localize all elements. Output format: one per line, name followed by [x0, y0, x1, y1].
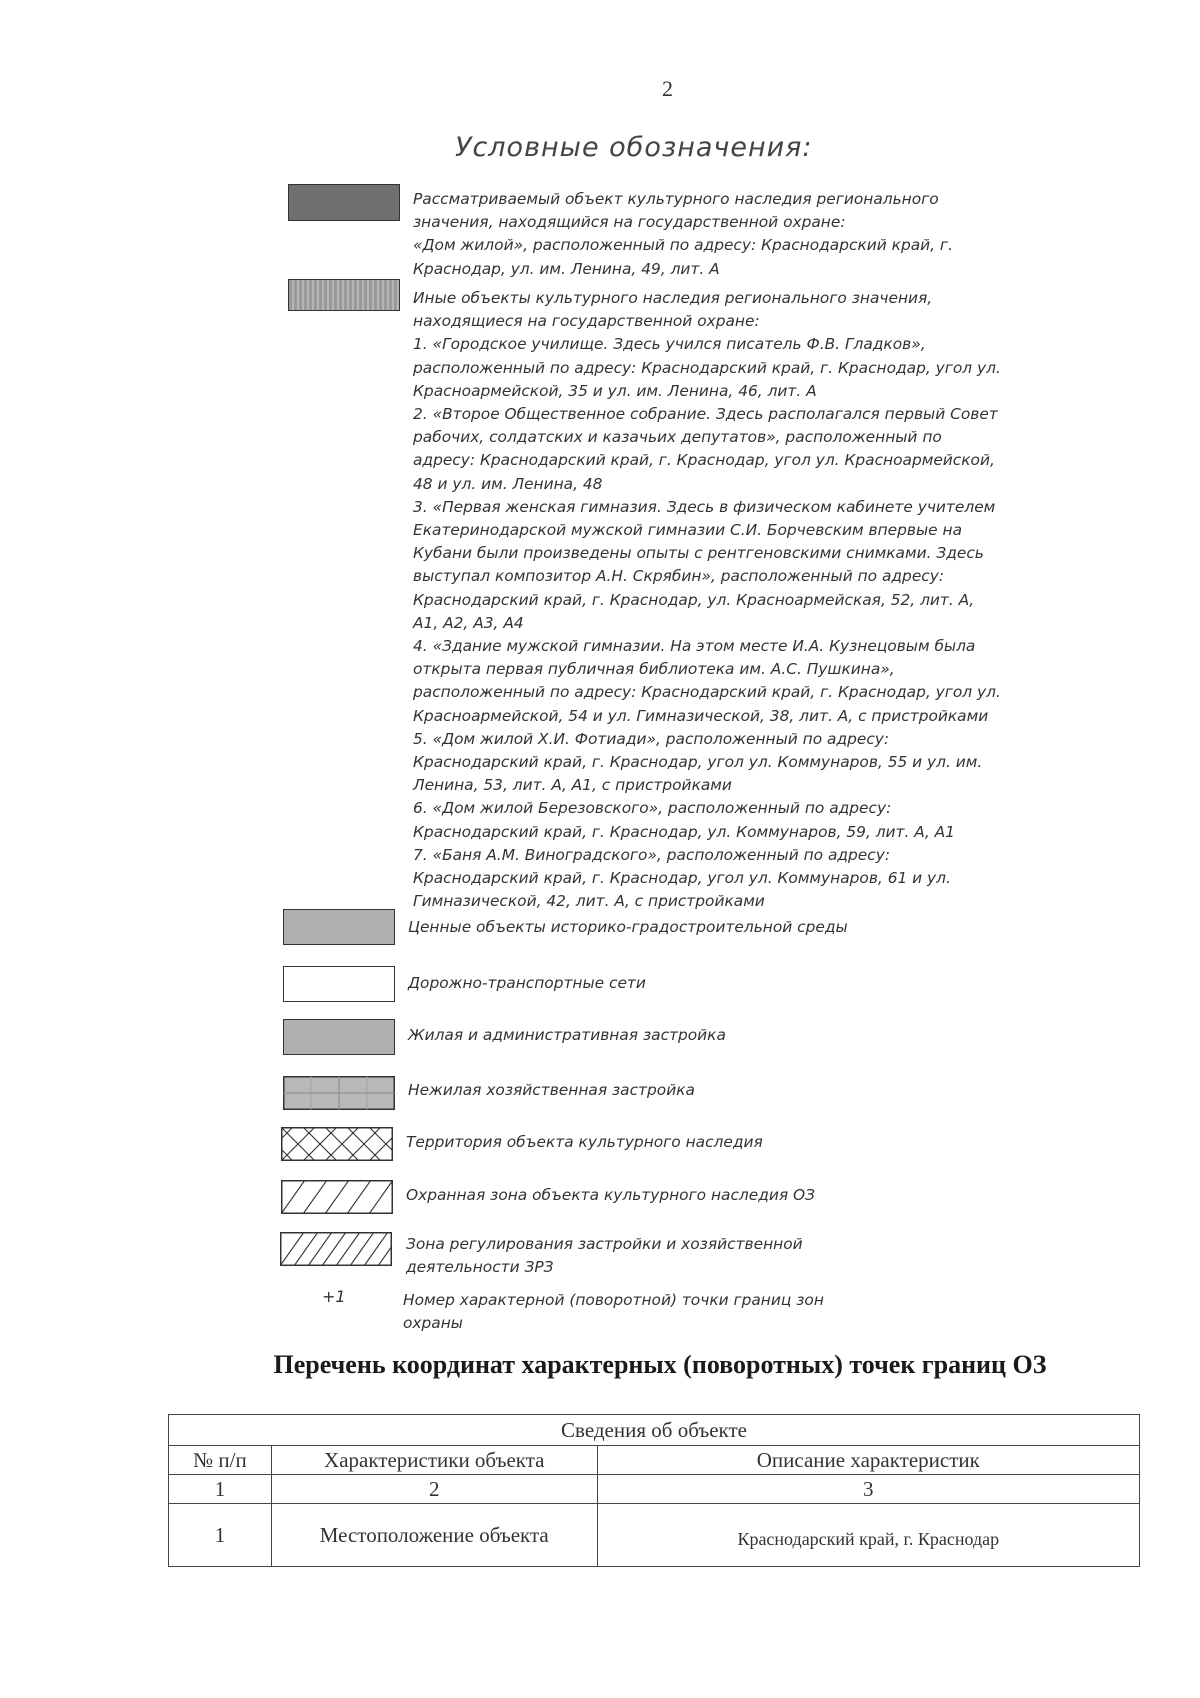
legend-swatch-residential [283, 1019, 395, 1055]
table-cell-characteristic: Местоположение объекта [271, 1504, 597, 1567]
legend-text-residential: Жилая и административная застройка [408, 1026, 726, 1044]
table-numbering-cell: 3 [597, 1475, 1139, 1504]
legend-point-marker: +1 [322, 1287, 346, 1306]
legend-text-point-marker: Номер характерной (поворотной) точки границ зон охраны [403, 1291, 824, 1333]
page-number: 2 [662, 76, 673, 101]
legend-text-valuable-objects: Ценные объекты историко-градостроительной среды [408, 918, 848, 936]
table-caption: Сведения об объекте [169, 1415, 1140, 1446]
legend-text-non-residential: Нежилая хозяйственная застройка [408, 1081, 695, 1099]
table-cell-number: 1 [169, 1504, 272, 1567]
legend-swatch-valuable-objects [283, 909, 395, 945]
table-numbering-cell: 2 [271, 1475, 597, 1504]
table-header-description: Описание характеристик [597, 1446, 1139, 1475]
legend-text-heritage-territory: Территория объекта культурного наследия [406, 1133, 763, 1151]
legend-swatch-protection-zone [281, 1180, 393, 1214]
legend-swatch-regulation-zone [280, 1232, 392, 1266]
legend-swatch-heritage-territory [281, 1127, 393, 1161]
table-row [169, 1504, 1140, 1567]
section-title: Перечень координат характерных (поворотных) точек границ ОЗ [273, 1350, 1047, 1379]
legend-text-subject-object: Рассматриваемый объект культурного наследия регионального значения, находящийся на государственной охране: «Дом жилой», расположенный по адресу: Краснодарский край, г. Краснодар, ул. им. Ленина, 49, лит. А [413, 190, 953, 278]
legend-swatch-subject-object [288, 184, 400, 221]
table-cell-description: Краснодарский край, г. Краснодар [597, 1504, 1139, 1567]
legend-text-other-heritage: Иные объекты культурного наследия регионального значения, находящиеся на государственной охране: 1. «Городское училище. Здесь учился писатель Ф.В. Гладков», расположенный по адресу: Краснодарский край, г. Краснодар, угол ул. Красноармейской, 35 и ул. им. Ленина, 46, лит. А 2. «Второе Общественное собрание. Здесь располагался первый Совет рабочих, солдатских и казачьих депутатов», расположенный по адресу: Краснодарский край, г. Краснодар, угол ул. Красноармейской, 48 и ул. им. Ленина, 48 3. «Первая женская гимназия. Здесь в физическом кабинете учителем Екатеринодарской мужской гимназии С.И. Борчевским впервые на Кубани были произведены опыты с рентгеновскими снимками. Здесь выступал композитор А.Н. Скрябин», расположенный по адресу: Краснодарский край, г. Краснодар, ул. Красноармейская, 52, лит. А, А1, А2, А3, А4 4. «Здание мужской гимназии. На этом месте И.А. Кузнецовым была открыта первая публичная библиотека им. А.С. Пушкина», расположенный по адресу: Краснодарский край, г. Краснодар, угол ул. Красноармейской, 54 и ул. Гимназической, 38, лит. А, с пристройками 5. «Дом жилой Х.И. Фотиади», расположенный по адресу: Краснодарский край, г. Краснодар, угол ул. Коммунаров, 55 и ул. им. Ленина, 53, лит. А, А1, с пристройками 6. «Дом жилой Березовского», расположенный по адресу: Краснодарский край, г. Краснодар, ул. Коммунаров, 59, лит. А, А1 7. «Баня А.М. Виноградского», расположенный по адресу: Краснодарский край, г. Краснодар, угол ул. Коммунаров, 61 и ул. Гимназической, 42, лит. А, с пристройками [413, 289, 1001, 911]
object-info-table [168, 1414, 1140, 1567]
legend-swatch-roads [283, 966, 395, 1002]
legend-title: Условные обозначения: [455, 132, 813, 163]
legend-swatch-other-heritage [288, 279, 400, 311]
legend-text-regulation-zone: Зона регулирования застройки и хозяйственной деятельности ЗРЗ [406, 1235, 803, 1277]
legend-swatch-non-residential [283, 1076, 395, 1110]
table-header-number: № п/п [169, 1446, 272, 1475]
table-header-characteristics: Характеристики объекта [271, 1446, 597, 1475]
table-numbering-cell: 1 [169, 1475, 272, 1504]
legend-text-protection-zone: Охранная зона объекта культурного наследия ОЗ [406, 1186, 816, 1204]
legend-text-roads: Дорожно-транспортные сети [408, 974, 646, 992]
